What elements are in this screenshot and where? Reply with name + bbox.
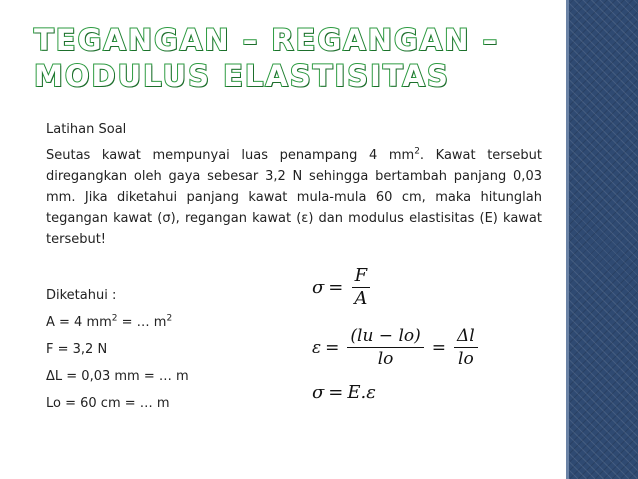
stress-fraction <box>351 266 370 309</box>
problem-text-2: . Kawat tersebut diregangkan oleh gaya sebesar 3,2 N sehingga bertambah panjang 0,03 mm. Jika diketahui panjang kawat mula-mula 60 cm, maka hitunglah tegangan kawat (σ), regangan kawat (ε) dan modulus elastisitas (E) kawat tersebut! <box>46 148 542 247</box>
stress-formula <box>312 266 374 309</box>
title-line-1: TEGANGAN – REGANGAN – <box>34 23 500 57</box>
stress-symbol: σ <box>312 277 325 298</box>
title-line-2: MODULUS ELASTISITAS <box>34 59 450 93</box>
known-force: F = 3,2 N <box>46 342 108 357</box>
stress-equals: = <box>328 277 344 298</box>
strain-fraction-2 <box>454 326 478 369</box>
strain-equals-1: = <box>325 337 340 358</box>
problem-text-1: Seutas kawat mempunyai luas penampang 4 mm <box>46 148 415 163</box>
stress-denominator: A <box>354 288 368 309</box>
strain-fraction-1 <box>347 326 423 369</box>
known-elongation: ΔL = 0,03 mm = … m <box>46 369 189 384</box>
section-heading: Latihan Soal <box>46 122 127 137</box>
problem-section <box>46 119 542 250</box>
strain-numerator-1: (lu − lo) <box>347 326 423 348</box>
area-sup-1: 2 <box>111 313 118 324</box>
area-sup-2: 2 <box>166 313 173 324</box>
strain-equals-2: = <box>431 337 446 358</box>
problem-statement <box>46 145 542 250</box>
problem-superscript: 2 <box>414 146 420 157</box>
modulus-formula <box>312 382 376 403</box>
strain-formula <box>312 326 482 369</box>
strain-numerator-2: Δl <box>454 326 478 348</box>
strain-denominator-1: lo <box>377 349 394 369</box>
strain-denominator-2: lo <box>458 349 474 369</box>
decorative-side-strip <box>569 0 638 479</box>
strain-symbol: ε <box>312 337 322 358</box>
modulus-rhs: E.ε <box>347 382 376 403</box>
known-initial-length: Lo = 60 cm = … m <box>46 396 170 411</box>
known-area <box>46 309 276 336</box>
area-text: A = 4 mm <box>46 315 112 330</box>
slide-title <box>34 22 554 94</box>
known-values <box>46 282 276 417</box>
modulus-equals: = <box>328 382 344 403</box>
modulus-sigma: σ <box>312 382 325 403</box>
known-label: Diketahui : <box>46 288 117 303</box>
area-mid: = … m <box>117 315 167 330</box>
stress-numerator: F <box>352 266 371 288</box>
